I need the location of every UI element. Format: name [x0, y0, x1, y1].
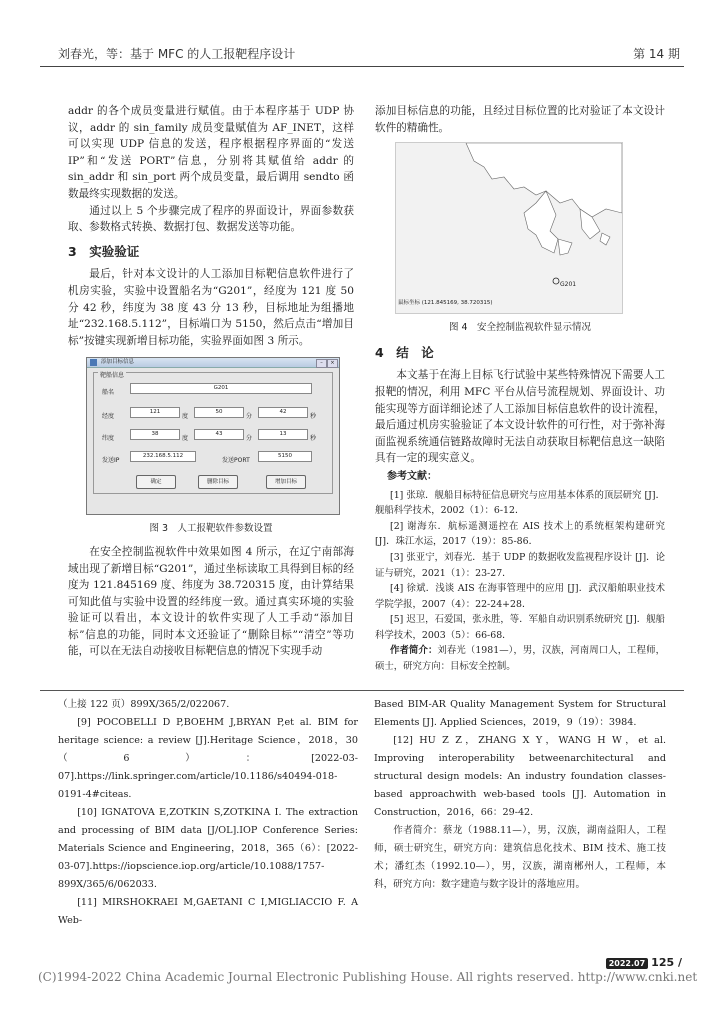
map-target-label: G201 [560, 281, 577, 289]
copyright-footer: (C)1994-2022 China Academic Journal Electronic Publishing House. All rights reserved. http://www.cnki.net [38, 970, 698, 984]
author-label: 作者简介： [390, 645, 438, 657]
ok-button[interactable]: 确定 [136, 475, 176, 489]
second-unit: 秒 [310, 435, 317, 443]
minute-unit: 分 [246, 435, 253, 443]
coastline-map [396, 143, 622, 313]
running-title: 刘春光，等：基于 MFC 的人工报靶程序设计 [58, 47, 296, 61]
lat-degree-input[interactable]: 38 [130, 429, 180, 440]
lat-second-input[interactable]: 13 [258, 429, 308, 440]
reference-item: [5] 迟卫，石爱国，张永胜，等．军船自动识别系统研究 [J]．舰船科学技术，2003（5）：66-68． [375, 614, 665, 641]
reference-item: [9] POCOBELLI D P,BOEHM J,BRYAN P,et al. BIM for heritage science: a review [J].Heritage Science，2018，30（6）：[2022-03-07].https://link.springer.com/article/10.1186/s40494-018-0191-4#citeas. [58, 717, 358, 800]
figure-4-caption: 图 4 安全控制监视软件显示情况 [448, 322, 592, 334]
degree-unit: 度 [182, 435, 189, 443]
page-number-block: 2022.07 125 / [606, 956, 682, 969]
name-label: 船名 [102, 389, 115, 397]
latitude-label: 纬度 [102, 435, 115, 443]
references-heading: 参考文献： [387, 470, 437, 482]
reference-item: [10] IGNATOVA E,ZOTKIN S,ZOTKINA I. The extraction and processing of BIM data [J/OL].IOP Conference Series: Materials Science and Engineering，2018，365（6）：[2022-03-07].https://iopscience.iop.org/article/10.1088/1757-899X/365/6/062033. [58, 807, 358, 890]
paragraph: 最后，针对本文设计的人工添加目标靶信息软件进行了机房实验，实验中设置船名为“G201”，经度为 121 度 50 分 42 秒，纬度为 38 度 43 分 13 秒，目标地址为组播地址“232.168.5.112”，目标端口为 5150，然后点击“增加目标”按键实现新增目标功能，实验界面如图 3 所示。 [68, 268, 354, 347]
close-icon[interactable]: × [327, 359, 338, 368]
mouse-coordinate-readout: 鼠标坐标 (121.845169, 38.720315) [398, 299, 493, 306]
bottom-left-references [58, 696, 358, 930]
lon-second-input[interactable]: 42 [258, 407, 308, 418]
reference-item: [12] HU Z Z，ZHANG X Y，WANG H W，et al. Improving interoperability betweenarchitectural and structural design models: An industry foundation classes-based approachwith web-based tools [J]. Automation in Construction，2016，66：29-42. [374, 735, 666, 818]
longitude-label: 经度 [102, 413, 115, 421]
reference-item: [2] 谢海东．航标遥测遥控在 AIS 技术上的系统框架构建研究 [J]．珠江水运，2017（19）：85-86． [375, 520, 665, 548]
continued-note: （上接 122 页）899X/365/2/022067. [58, 699, 230, 710]
second-unit: 秒 [310, 413, 317, 421]
reference-item: [4] 徐斌．浅谈 AIS 在海事管理中的应用 [J]．武汉船舶职业技术学院学报，2007（4）：22-24+28． [375, 583, 665, 610]
target-info-group [93, 372, 333, 494]
issue-date-badge: 2022.07 [606, 958, 648, 969]
page-header [40, 40, 684, 67]
reference-item: [3] 张亚宁，刘春光．基于 UDP 的数据收发监视程序设计 [J]．论证与研究，2021（1）：23-27． [375, 551, 665, 579]
send-ip-label: 发送IP [102, 457, 120, 465]
reference-item: [1] 张琼．舰船目标特征信息研究与应用基本体系的顶层研究 [J]．舰船科学技术，2002（1）：6-12． [375, 489, 665, 517]
reference-item: Based BIM-AR Quality Management System for Structural Elements [J]. Applied Sciences，2019，9（19）：3984. [374, 699, 666, 728]
lon-minute-input[interactable]: 50 [194, 407, 244, 418]
paragraph: addr 的各个成员变量进行赋值。由于本程序基于 UDP 协议，addr 的 sin_family 成员变量赋值为 AF_INET，这样可以实现 UDP 信息的发送，程序根据程序界面的“发送 IP”和“发送 PORT”信息，分别将其赋值给 addr 的 sin_addr 和 sin_port 两个成员变量，最后调用 sendto 函数最终实现数据的发送。 [68, 105, 354, 200]
reference-item: [11] MIRSHOKRAEI M,GAETANI C I,MIGLIACCIO F. A Web- [58, 897, 358, 926]
section-divider [40, 690, 684, 691]
issue-number: 第 14 期 [633, 47, 680, 61]
left-column [68, 103, 354, 660]
paragraph: 通过以上 5 个步骤完成了程序的界面设计，界面参数获取、参数格式转换、数据打包、数据发送等功能。 [68, 204, 354, 234]
lon-degree-input[interactable]: 121 [130, 407, 180, 418]
send-port-label: 发送PORT [222, 457, 250, 465]
page-number: 125 [651, 956, 675, 969]
add-target-button[interactable]: 增加目标 [266, 475, 306, 489]
minimize-icon[interactable]: – [316, 359, 327, 368]
group-label: 靶船信息 [98, 368, 126, 385]
figure-3-dialog [86, 357, 340, 515]
dialog-title: 添加目标信息 [87, 358, 339, 368]
paragraph: 本文基于在海上目标飞行试验中某些特殊情况下需要人工报靶的情况，利用 MFC 平台从信号流程规划、界面设计、功能实现等方面详细论述了人工添加目标信息软件的设计流程，最后通过机房实验验证了本文设计软件的可行性，对于弥补海面监视系统通信链路故障时无法自动获取目标靶信息这一缺陷具有一定的现实意义。 [375, 369, 665, 465]
degree-unit: 度 [182, 413, 189, 421]
figure-4-map [395, 142, 623, 314]
delete-target-button[interactable]: 删除目标 [198, 475, 238, 489]
send-ip-input[interactable]: 232.168.5.112 [130, 451, 196, 462]
name-input[interactable]: G201 [130, 383, 312, 394]
minute-unit: 分 [246, 413, 253, 421]
paragraph: 添加目标信息的功能，且经过目标位置的比对验证了本文设计软件的精确性。 [375, 105, 665, 134]
app-icon [90, 359, 97, 366]
paragraph: 在安全控制监视软件中效果如图 4 所示，在辽宁南部海域出现了新增目标“G201”，通过坐标读取工具得到目标的经度为 121.845169 度、纬度为 38.720315 度，由计算结果可知此值与实验中设置的经纬度一致。通过真实环境的实验验证可以看出，本文设计的软件实现了人工手动“添加目标”信息的功能，同时本文还验证了“删除目标”“清空”等功能，可以在无法自动接收目标靶信息的情况下实现手动 [68, 545, 354, 658]
section-heading-3: 3 实验验证 [68, 243, 140, 259]
author-text: 刘春光（1981—），男，汉族，河南周口人，工程师，硕士，研究方向：目标安全控制。 [375, 645, 665, 673]
right-column [375, 103, 665, 675]
author-bio [375, 643, 665, 674]
section-heading-4: 4 结 论 [375, 344, 434, 360]
figure-3-caption: 图 3 人工报靶软件参数设置 [149, 523, 273, 535]
lat-minute-input[interactable]: 43 [194, 429, 244, 440]
send-port-input[interactable]: 5150 [258, 451, 312, 462]
bottom-right-references [374, 696, 666, 894]
author-bio: 作者简介：蔡龙（1988.11—），男，汉族，湖南益阳人，工程师，硕士研究生，研究方向：建筑信息化技术、BIM 技术、施工技术；潘红杰（1992.10—），男，汉族，湖南郴州人，工程师，本科，研究方向：数字建造与数字设计的落地应用。 [374, 825, 666, 890]
